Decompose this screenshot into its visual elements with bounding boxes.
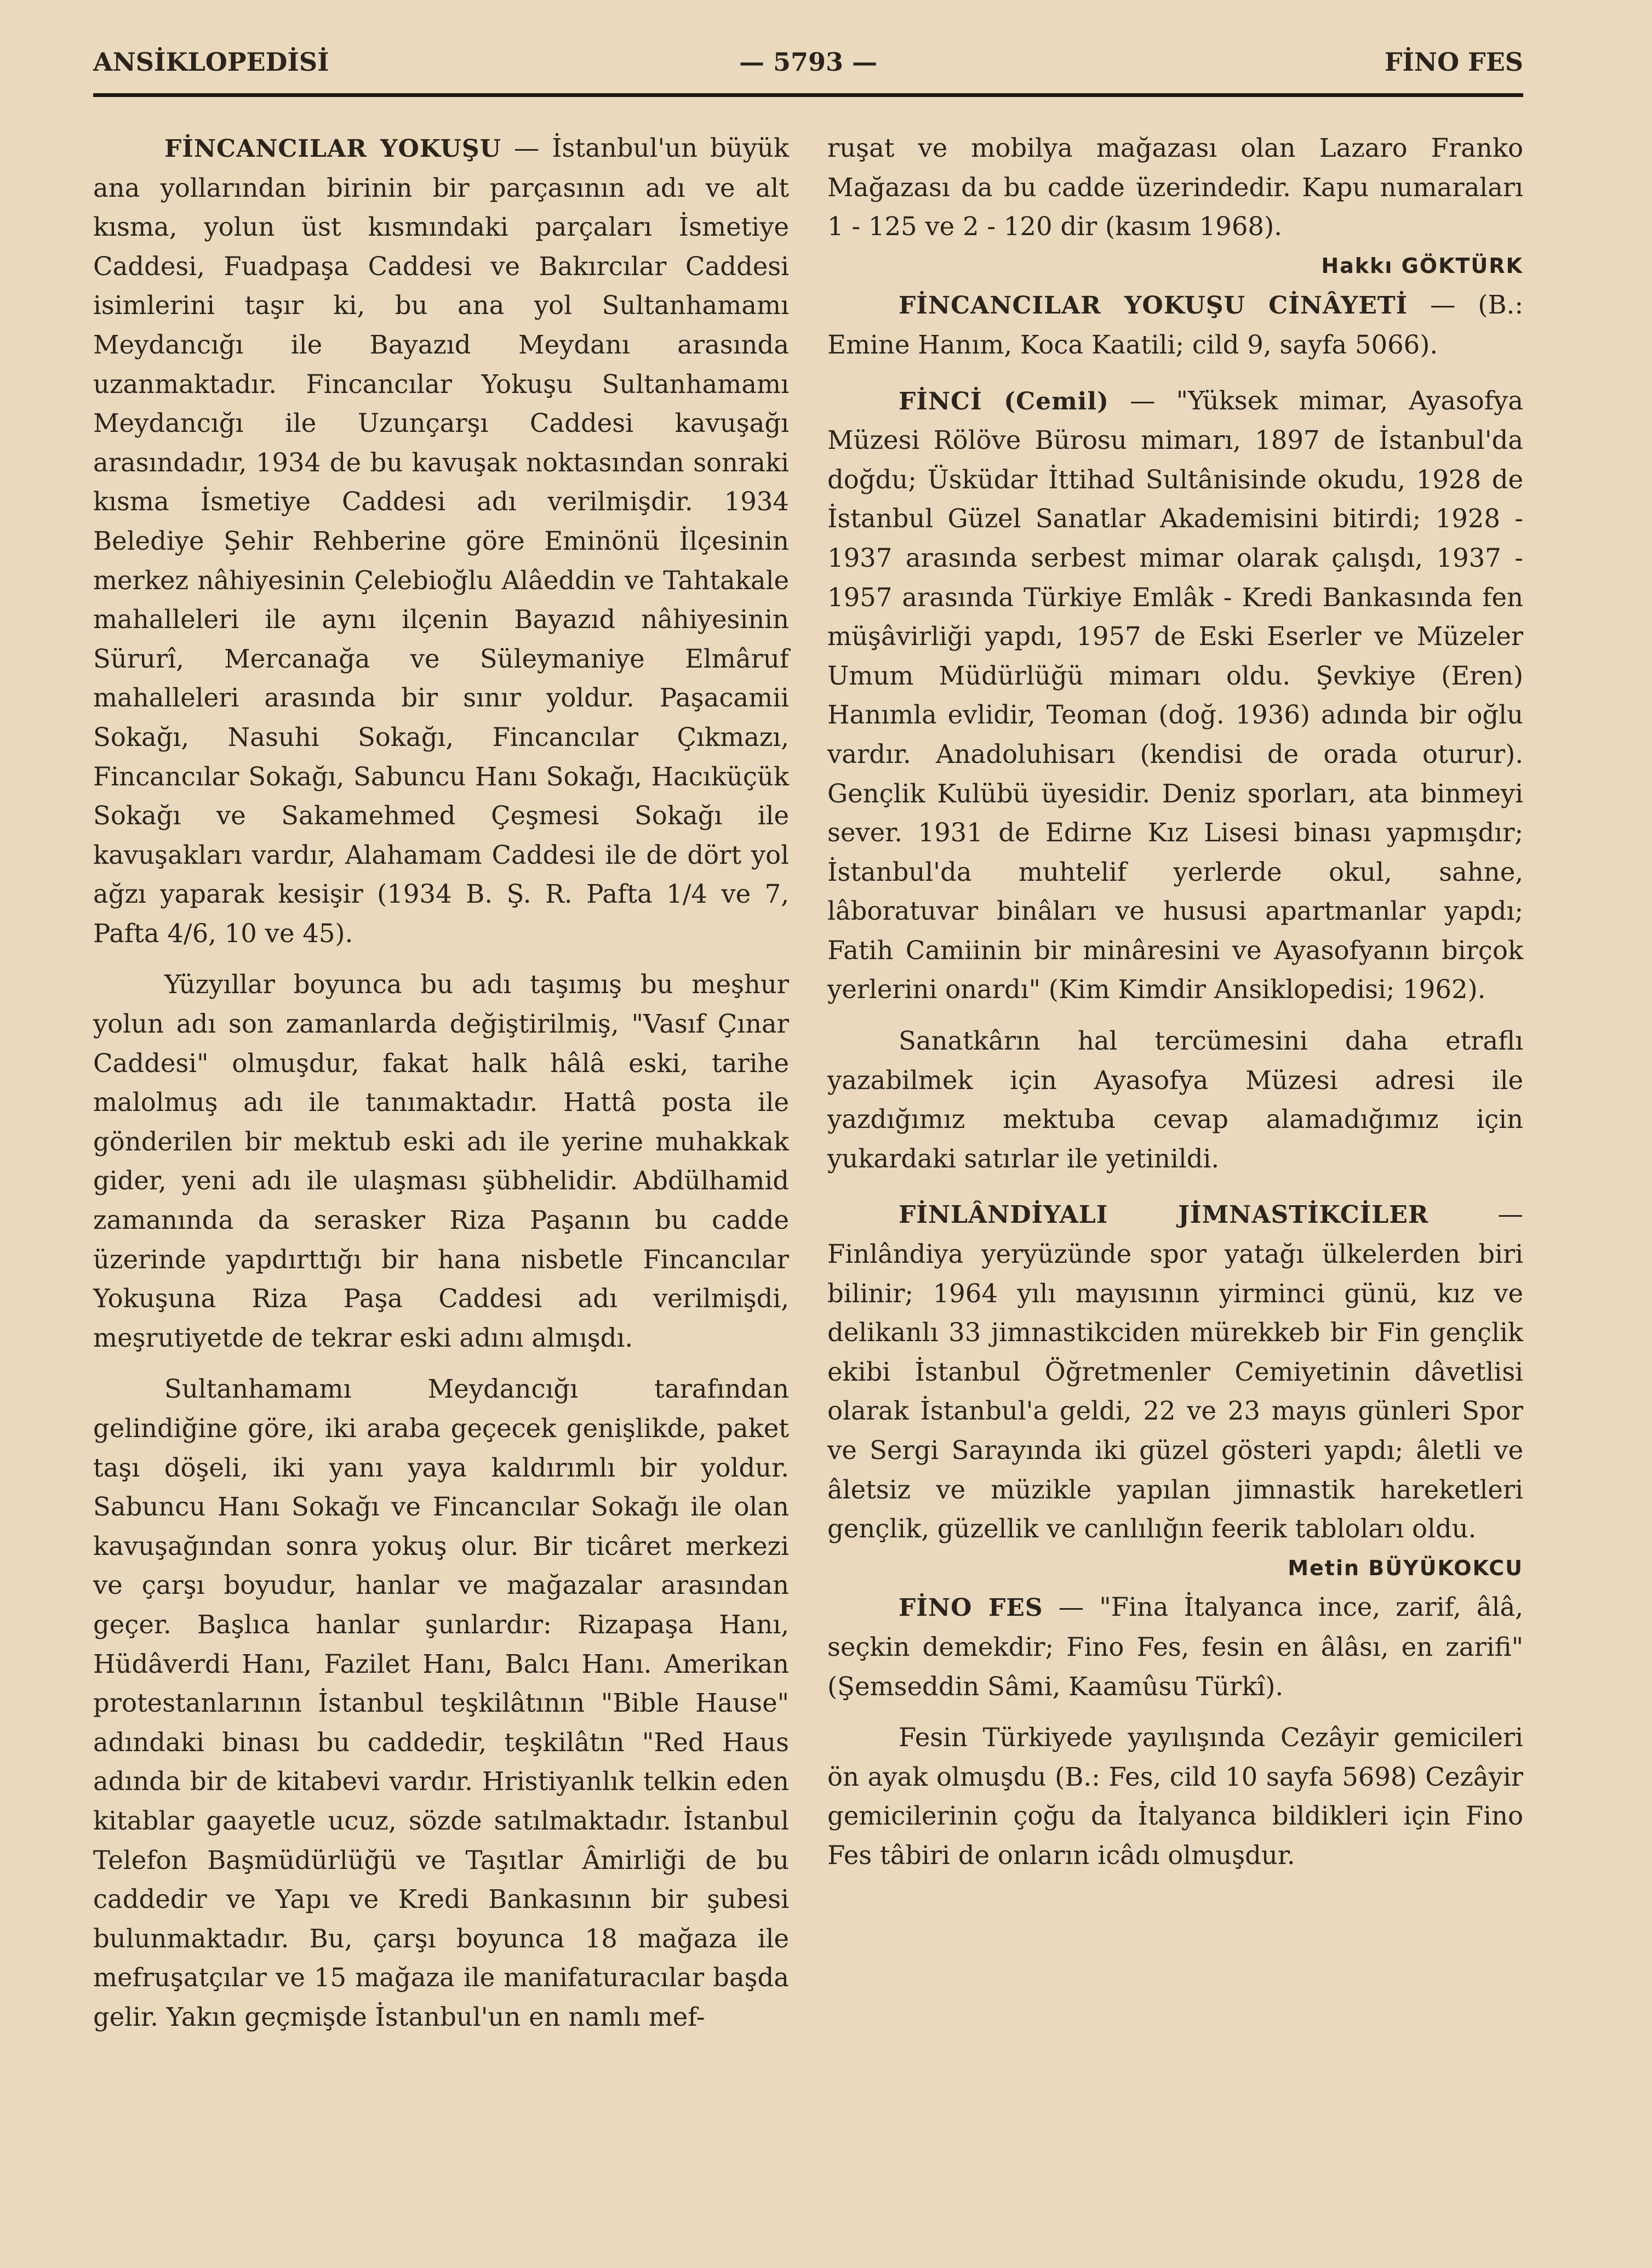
article-text: — "Fina İtalyanca ince, zarif, âlâ, seçkin demekdir; Fino Fes, fesin en âlâsı, en zarifi" (Şemseddin Sâmi, Kaamûsu Türkî).: [827, 1592, 1524, 1701]
article-fincancilar-yokusu-p3: Sultanhamamı Meydancığı tarafından gelindiğine göre, iki araba geçecek genişlikde, paket taşı döşeli, iki yanı yaya kaldırımlı bir yoldur. Sabuncu Hanı Sokağı ve Fincancılar Sokağı ile olan kavuşağından sonra yokuş olur. Bir ticâret merkezi ve çarşı boyudur, hanlar ve mağazalar arasından geçer. Başlıca hanlar şunlardır: Rizapaşa Hanı, Hüdâverdi Hanı, Fazilet Hanı, Balcı Hanı. Amerikan protestanlarının İstanbul teşkilâtının "Bible Hause" adındaki binası bu caddedir, teşkilâtın "Red Haus adında bir de kitabevi vardır. Hristiyanlık telkin eden kitablar gaayetle ucuz, sözde satılmaktadır. İstanbul Telefon Başmüdürlüğü ve Taşıtlar Âmirliği de bu caddedir ve Yapı ve Kredi Bankasının bir şubesi bulunmaktadır. Bu, çarşı boyunca 18 mağaza ile mefruşatçılar ve 15 mağaza ile manifaturacılar başda gelir. Yakın geçmişde İstanbul'un en namlı mef-: [93, 1374, 789, 2032]
article-text: — "Yüksek mimar, Ayasofya Müzesi Rölöve Bürosu mimarı, 1897 de İstanbul'da doğdu; Üsküdar İttihad Sultânisinde okudu, 1928 de İstanbul Güzel Sanatlar Akademisini bitirdi; 1928 - 1937 arasında serbest mimar olarak çalışdı, 1937 - 1957 arasında Türkiye Emlâk - Kredi Bankasında fen müşâvirliği yapdı, 1957 de Eski Eserler ve Müzeler Umum Müdürlüğü mimarı oldu. Şevkiye (Eren) Hanımla evlidir, Teoman (doğ. 1936) adında bir oğlu vardır. Anadoluhisarı (kendisi de orada oturur). Gençlik Kulübü üyesidir. Deniz sporları, ata binmeyi sever. 1931 de Edirne Kız Lisesi binası yapmışdır; İstanbul'da muhtelif yerlerde okul, sahne, lâboratuvar binâları ve hususi apartmanlar yapdı; Fatih Camiinin bir minâresini ve Ayasofyanın birçok yerlerini onardı" (Kim Kimdir Ansiklopedisi; 1962).: [827, 385, 1523, 1005]
page-number: — 5793 —: [739, 47, 878, 77]
header-guide-word: FİNO FES: [1384, 47, 1523, 77]
article-fincancilar-yokusu-p1: [93, 129, 789, 953]
article-text: — (B.: Emine Hanım, Koca Kaatili; cild 9, sayfa 5066).: [827, 290, 1524, 360]
header-rule: [93, 93, 1523, 97]
article-fincancilar-yokusu-p2: Yüzyıllar boyunca bu adı taşımış bu meşhur yolun adı son zamanlarda değiştirilmiş, "Vasıf Çınar Caddesi" olmuşdur, fakat halk hâlâ eski, tarihe malolmuş adı ile tanımaktadır. Hattâ posta ile gönderilen bir mektub eski adı ile yerine muhakkak gider, yeni adı ile ulaşması şübhelidir. Abdülhamid zamanında da serasker Riza Paşanın bu cadde üzerinde yapdırttığı bir hana nisbetle Fincancılar Yokuşuna Riza Paşa Caddesi adı verilmişdi, meşrutiyetde de tekrar eski adını almışdı.: [93, 970, 789, 1353]
left-column: [93, 129, 789, 2037]
headword-finci: FİNCİ (Cemil): [899, 387, 1109, 415]
headword-fincancilar-yokusu: FİNCANCILAR YOKUŞU: [164, 135, 501, 163]
header-encyclopedia-name: ANSİKLOPEDİSİ: [93, 47, 329, 77]
article-fino-fes-p2: Fesin Türkiyede yayılışında Cezâyir gemicileri ön ayak olmuşdu (B.: Fes, cild 10 sayfa 5698) Cezâyir gemicilerinin çoğu da İtalyanca bildikleri için Fino Fes tâbiri de onların icâdı olmuşdur.: [827, 1723, 1523, 1870]
author-signature-buyukokcu: Metin BÜYÜKOKCU: [1288, 1555, 1523, 1580]
running-header: [93, 47, 1523, 86]
article-finlandiyali-jimnastikciler: [827, 1195, 1523, 1548]
article-fincancilar-yokusu-continuation: ruşat ve mobilya mağazası olan Lazaro Franko Mağazası da bu cadde üzerindedir. Kapu numaraları 1 - 125 ve 2 - 120 dir (kasım 1968).: [827, 133, 1523, 242]
headword-fino-fes: FİNO FES: [899, 1594, 1043, 1622]
headword-cinayet: FİNCANCILAR YOKUŞU CİNÂYETİ: [899, 292, 1408, 320]
author-signature-gokturk: Hakkı GÖKTÜRK: [1321, 253, 1523, 278]
article-finci-p2: Sanatkârın hal tercümesini daha etraflı yazabilmek için Ayasofya Müzesi adresi ile yazdığımız mektuba cevap alamadığımız için yukardaki satırlar ile yetinildi.: [827, 1026, 1523, 1173]
article-fino-fes-p1: [827, 1588, 1523, 1706]
article-fincancilar-yokusu-cinayeti: [827, 286, 1523, 364]
article-text: — İstanbul'un büyük ana yollarından birinin bir parçasının adı ve alt kısma, yolun üst kısmındaki parçaları İsmetiye Caddesi, Fuadpaşa Caddesi ve Bakırcılar Caddesi isimlerini taşır ki, bu ana yol Sultanhamamı Meydancığı ile Bayazıd Meydanı arasında uzanmaktadır. Fincancılar Yokuşu Sultanhamamı Meydancığı ile Uzunçarşı Caddesi kavuşağı arasındadır, 1934 de bu kavuşak noktasından sonraki kısma İsmetiye Caddesi adı verilmişdir. 1934 Belediye Şehir Rehberine göre Eminönü İlçesinin merkez nâhiyesinin Çelebioğlu Alâeddin ve Tahtakale mahalleleri ile aynı ilçenin Bayazıd nâhiyesinin Sürurî, Mercanağa ve Süleymaniye Elmâruf mahalleleri arasında bir sınır yoldur. Paşacamii Sokağı, Nasuhi Sokağı, Fincancılar Çıkmazı, Fincancılar Sokağı, Sabuncu Hanı Sokağı, Hacıküçük Sokağı ve Sakamehmed Çeşmesi Sokağı ile kavuşakları vardır, Alahamam Caddesi ile de dört yol ağzı yaparak kesişir (1934 B. Ş. R. Pafta 1/4 ve 7, Pafta 4/6, 10 ve 45).: [93, 133, 790, 948]
article-finci-p1: [827, 381, 1523, 1010]
right-column: [827, 129, 1523, 1876]
article-text: — Finlândiya yeryüzünde spor yatağı ülkelerden biri bilinir; 1964 yılı mayısının yirminci günü, kız ve delikanlı 33 jimnastikciden mürekkeb bir Fin gençlik ekibi İstanbul Öğretmenler Cemiyetinin dâvetlisi olarak İstanbul'a geldi, 22 ve 23 mayıs günleri Spor ve Sergi Sarayında iki güzel gösteri yapdı; âletli ve âletsiz ve müzikle yapılan jimnastik hareketleri gençlik, güzellik ve canlılığın feerik tabloları oldu.: [827, 1199, 1523, 1544]
headword-jimnastikciler: FİNLÂNDİYALI JİMNASTİKCİLER: [899, 1201, 1429, 1229]
